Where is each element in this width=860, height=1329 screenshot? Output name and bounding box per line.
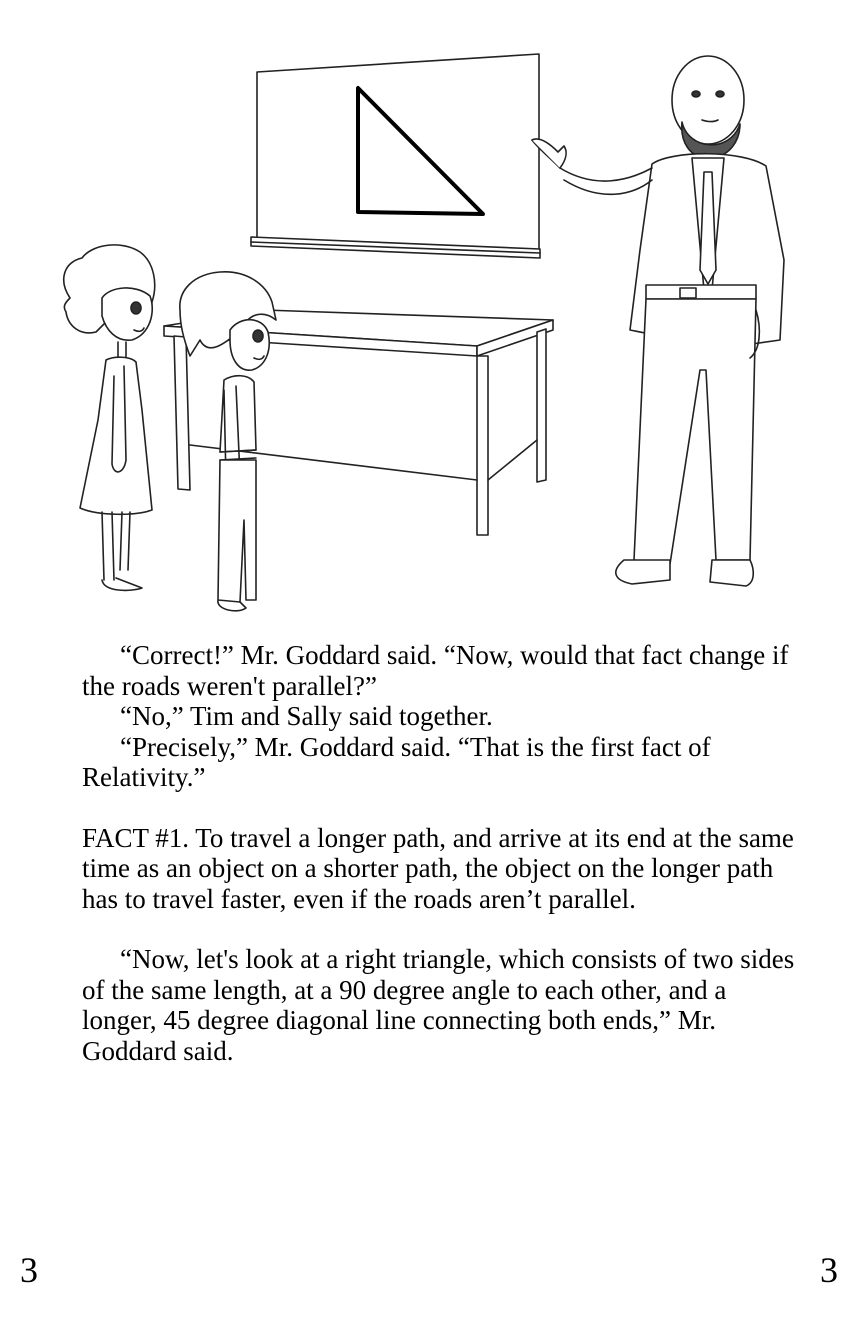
boy-tim (180, 272, 276, 611)
fact-1: FACT #1. To travel a longer path, and arrive at its end at the same time as an object on a shorter path, the object on the longer path has to travel faster, even if the roads aren’t parallel. (82, 822, 794, 914)
page-number-left: 3 (20, 1250, 38, 1290)
teacher-mr-goddard (532, 56, 784, 586)
story-text (82, 640, 802, 1066)
page-number-right: 3 (820, 1250, 838, 1290)
paragraph-right-triangle: “Now, let's look at a right triangle, which consists of two sides of the same length, at a 90 degree angle to each other, and a longer, 45 degree diagonal line connecting both ends,” Mr. Goddard said. (82, 944, 795, 1066)
paragraph-no: “No,” Tim and Sally said together. (120, 701, 493, 731)
girl-sally (64, 245, 155, 590)
spacer (82, 793, 802, 823)
paragraph-precisely: “Precisely,” Mr. Goddard said. “That is the first fact of Relativity.” (82, 731, 711, 792)
classroom-illustration (40, 40, 820, 630)
spacer (82, 914, 802, 944)
paragraph-correct: “Correct!” Mr. Goddard said. “Now, would that fact change if the roads weren't parallel?” (82, 640, 789, 701)
chalkboard (251, 54, 540, 258)
